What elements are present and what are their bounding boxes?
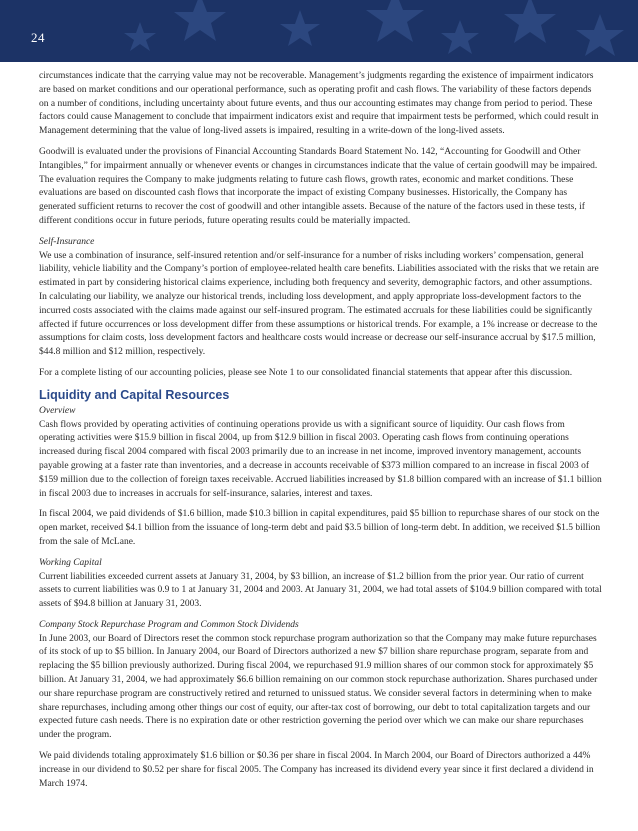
paragraph-dividends: We paid dividends totaling approximately $1.6 billion or $0.36 per share in fiscal 2004. In March 2004, our Board of Directors authorized a 44% increase in our dividend to $0.52 per share for fiscal 2005. The Company has increased its dividend every year since it first declared a dividend in March 1974. [39, 751, 594, 789]
paragraph-working-capital: Current liabilities exceeded current assets at January 31, 2004, by $3 billion, an increase of $1.2 billion from the prior year. Our ratio of current assets to current liabilities was 0.9 to 1 at January 31, 2004 and 2003. At January 31, 2004, we had total assets of $104.9 billion compared with total assets of $94.8 billion at January 31, 2003. [39, 571, 602, 610]
paragraph-cash-flows: Cash flows provided by operating activities of continuing operations provide us with a significant source of liquidity. Our cash flows from operating activities were $15.9 billion in fiscal 2004, up from $12.9 billion in fiscal 2003. Operating cash flows from continuing operations increased during fiscal 2004 compared with fiscal 2003 primarily due to an increase in net income, improved inventory management, accounts payable growing at a faster rate than inventories, and a decrease in accounts receivable of $373 million compared to an increase in fiscal 2003 of $159 million due to the collection of foreign taxes receivable. Accrued liabilities increased by $1.8 billion compared with an increase of $1.1 billion in fiscal 2003 due to increases in accruals for self-insurance, salaries, interest and taxes. [39, 419, 602, 499]
paragraph-accounting-policies: For a complete listing of our accounting policies, please see Note 1 to our consolidated financial statements that appear after this discussion. [39, 367, 573, 378]
subheading-self-insurance: Self-Insurance [39, 236, 95, 247]
subheading-overview: Overview [39, 405, 76, 416]
page-number: 24 [31, 30, 45, 45]
paragraph-impairment: circumstances indicate that the carrying value may not be recoverable. Management’s judgments regarding the existence of impairment indicators are based on market conditions and our operational performance, such as operating profit and cash flows. The variability of these factors depends on a number of conditions, including uncertainty about future events, and thus our accounting estimates may change from period to period. These factors could cause Management to conclude that impairment indicators exist and require that impairment tests be performed, which could result in Management determining that the value of long-lived assets is impaired, resulting in a write-down of the long-lived assets. [39, 71, 599, 137]
paragraph-goodwill: Goodwill is evaluated under the provisions of Financial Accounting Standards Board Statement No. 142, “Accounting for Goodwill and Other Intangibles,” for impairment annually or whenever events or changes in circumstances indicate that the value of certain goodwill may be impaired. The evaluation requires the Company to make judgments relating to future cash flows, growth rates, economic and market conditions. These evaluations are based on discounted cash flows that incorporate the impact of existing Company businesses. Historically, the Company has generated sufficient returns to recover the cost of goodwill and other intangible assets. Because of the nature of the factors used in these tests, if different conditions occur in future periods, future operating results could be materially impacted. [39, 146, 598, 226]
subheading-working-capital: Working Capital [39, 557, 102, 568]
page-header-banner [0, 0, 638, 62]
subheading-repurchase: Company Stock Repurchase Program and Common Stock Dividends [39, 619, 299, 630]
section-title-liquidity: Liquidity and Capital Resources [39, 387, 230, 402]
paragraph-repurchase: In June 2003, our Board of Directors reset the common stock repurchase program authorization so that the Company may make future repurchases of its stock of up to $5 billion. In January 2004, our Board of Directors authorized a new $7 billion share repurchase program, separate from and replacing the $5 billion previously authorized. During fiscal 2004, we repurchased 91.9 million shares of our common stock for approximately $5 billion. At January 31, 2004, we had approximately $6.6 billion remaining on our common stock repurchase authorization. Shares purchased under our share repurchase program are constructively retired and returned to unissued status. We consider several factors in determining when to make share repurchases, including among other things our cost of equity, our after-tax cost of borrowing, our debt to total capitalization targets and our expected future cash needs. There is no expiration date or other restriction governing the period over which we can make our share repurchases under the program. [39, 633, 598, 741]
paragraph-self-insurance: We use a combination of insurance, self-insured retention and/or self-insurance for a number of risks including workers’ compensation, general liability, vehicle liability and the Company’s portion of employee-related health care benefits. Liabilities associated with the risks that we retain are estimated in part by considering historical claims experience, including both frequency and severity, demographic factors, and other assumptions. In calculating our liability, we analyze our historical trends, including loss development, and apply appropriate loss-development factors to the incurred costs associated with the claims made against our self-insured program. The estimated accruals for these liabilities could be significantly affected if future occurrences or loss development differ from these assumptions or historical trends. For example, a 1% increase or decrease to the assumptions for claim costs, loss development factors and healthcare costs would increase or decrease our self-insurance accrual by $17.5 million, $44.8 million and $12 million, respectively. [39, 250, 599, 358]
star-pattern-icon [0, 0, 638, 62]
document-body [39, 70, 602, 798]
paragraph-fiscal-2004: In fiscal 2004, we paid dividends of $1.6 billion, made $10.3 billion in capital expenditures, paid $5 billion to repurchase shares of our stock on the open market, received $4.1 billion from the issuance of long-term debt and paid $3.5 billion of long-term debt. In addition, we received $1.5 billion from the sale of McLane. [39, 509, 601, 547]
